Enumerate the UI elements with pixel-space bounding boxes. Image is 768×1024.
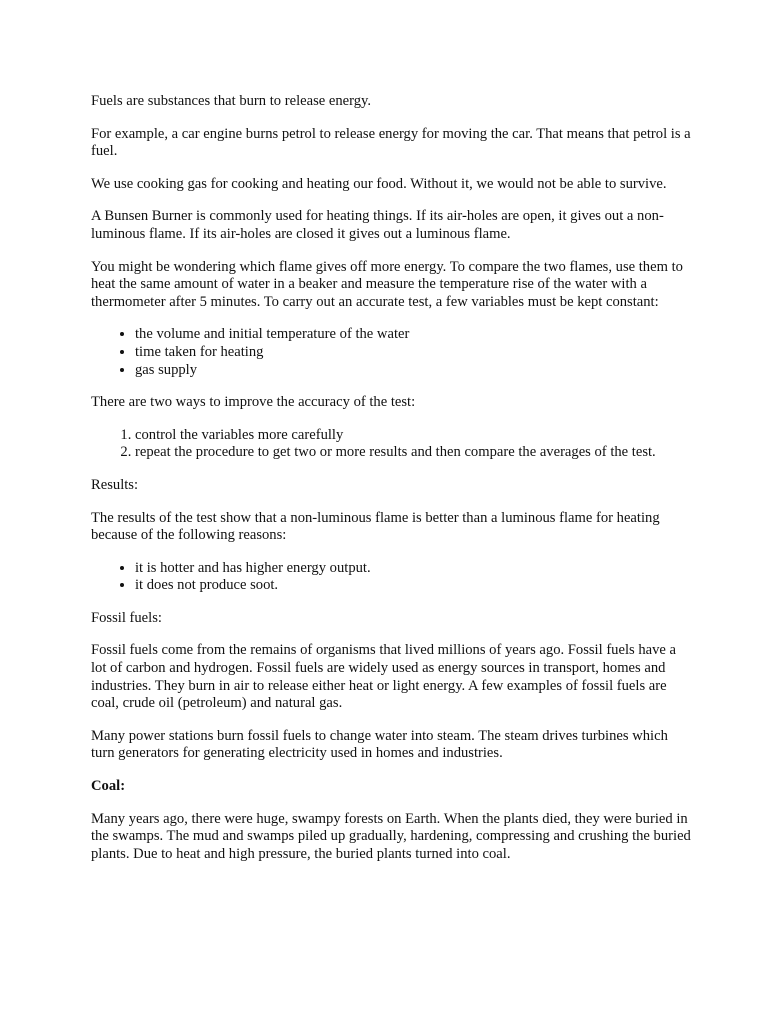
paragraph-flame-comparison: You might be wondering which flame gives off more energy. To compare the two flames, use them to heat the same amount of water in a beaker and measure the temperature rise of the water with a thermometer after 5 minutes. To carry out an accurate test, a few variables must be kept constant: [91,258,683,310]
list-item: • time taken for heating [135,344,691,362]
paragraph-coal-formation: Many years ago, there were huge, swampy forests on Earth. When the plants died, they were buried in the swamps. The mud and swamps piled up gradually, hardening, compressing and crushing the buried plants. Due to heat and high pressure, the buried plants turned into coal. [91,810,691,862]
coal-heading: Coal: [91,778,126,795]
paragraph-fuels-definition: Fuels are substances that burn to release energy. [91,93,372,109]
list-item: • it is hotter and has higher energy output. [135,560,691,578]
paragraph-power-stations: Many power stations burn fossil fuels to change water into steam. The steam drives turbines which turn generators for generating electricity used in homes and industries. [91,727,668,762]
results-heading: Results: [91,476,139,493]
list-item: • gas supply [135,362,691,380]
paragraph-accuracy-intro: There are two ways to improve the accuracy of the test: [91,394,416,411]
paragraph-car-example: For example, a car engine burns petrol to release energy for moving the car. That means that petrol is a fuel. [91,125,691,160]
list-item: • it does not produce soot. [135,577,691,595]
reasons-list [91,560,691,595]
improvements-list [91,427,691,462]
document-body [91,93,691,878]
list-item: 1. control the variables more carefully [135,427,691,445]
fossil-fuels-heading: Fossil fuels: [91,609,162,626]
paragraph-fossil-fuels: Fossil fuels come from the remains of organisms that lived millions of years ago. Fossil fuels have a lot of carbon and hydrogen. Fossil fuels are widely used as energy sources in transport, homes and industries. They burn in air to release either heat or light energy. A few examples of fossil fuels are coal, crude oil (petroleum) and natural gas. [91,642,677,712]
paragraph-results: The results of the test show that a non-luminous flame is better than a luminous flame for heating because of the following reasons: [91,509,660,544]
list-item: • the volume and initial temperature of the water [135,326,691,344]
paragraph-bunsen-burner: A Bunsen Burner is commonly used for heating things. If its air-holes are open, it gives out a non-luminous flame. If its air-holes are closed it gives out a luminous flame. [91,208,664,242]
paragraph-cooking-gas: We use cooking gas for cooking and heating our food. Without it, we would not be able to survive. [91,175,667,192]
variables-list [91,326,691,379]
list-item: 2. repeat the procedure to get two or more results and then compare the averages of the test. [135,444,691,462]
